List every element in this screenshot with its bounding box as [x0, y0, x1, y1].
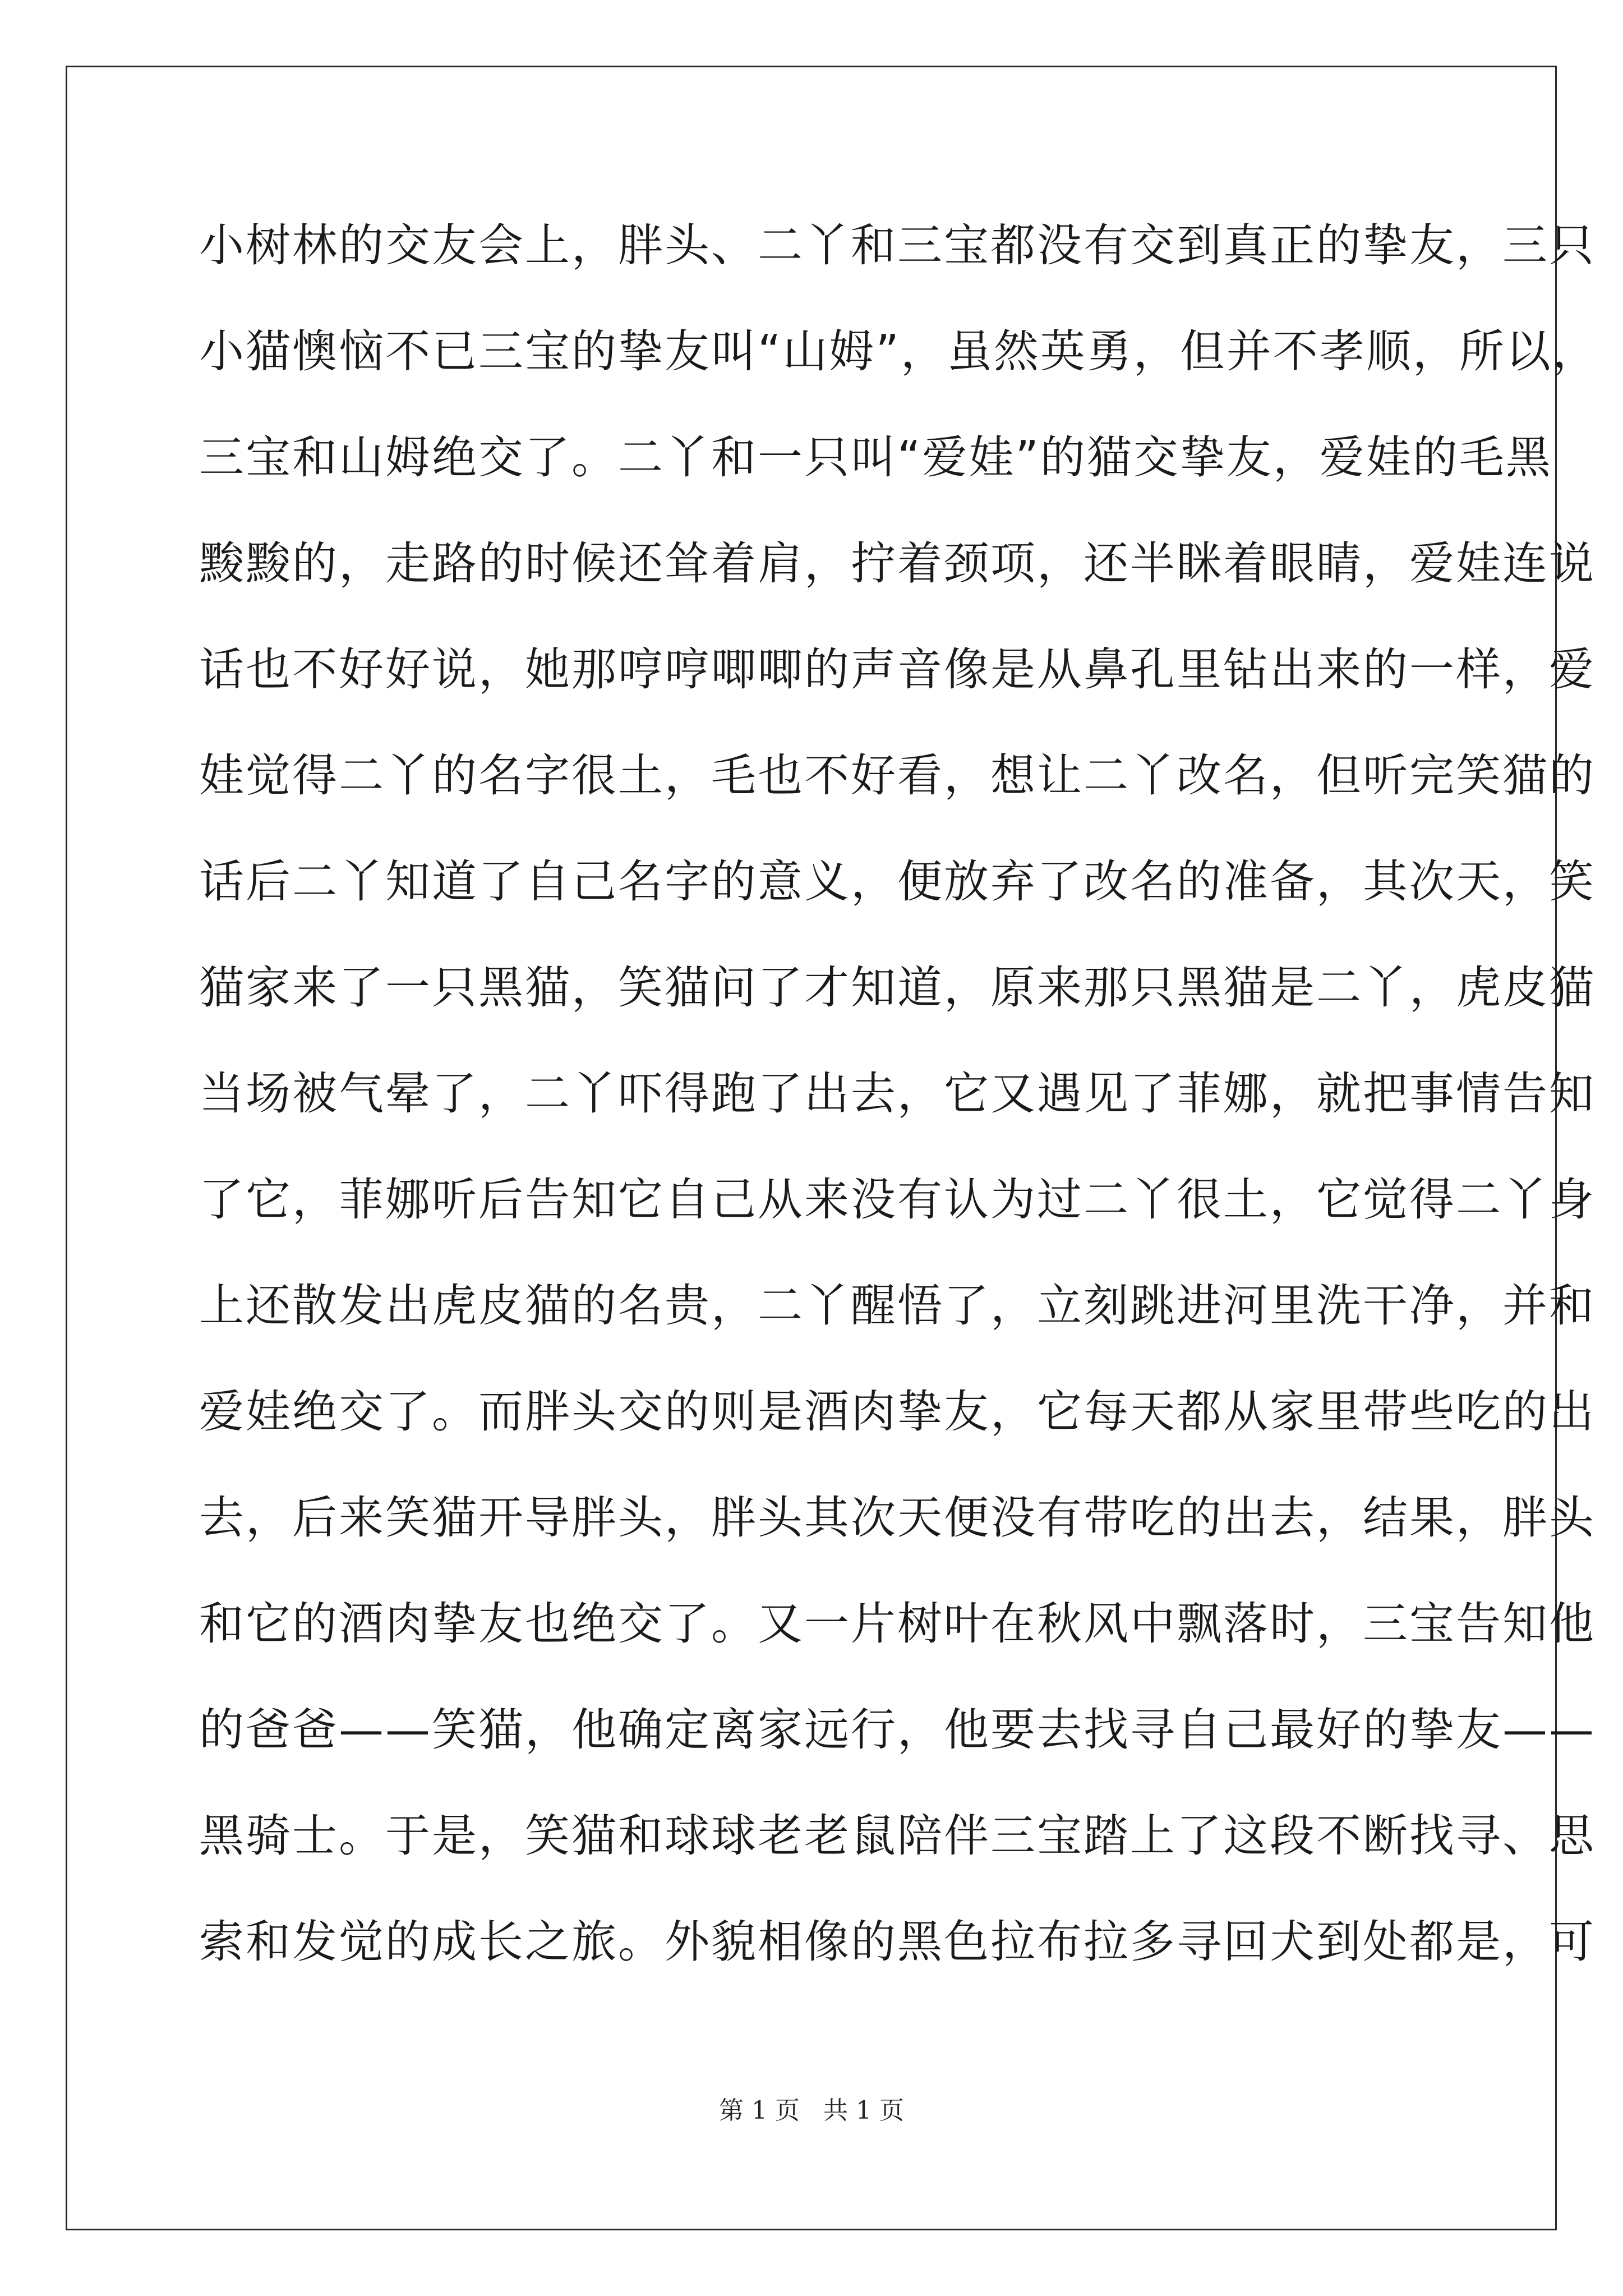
- text-line: 上还散发出虎皮猫的名贵，二丫醒悟了，立刻跳进河里洗干净，并和: [199, 1280, 1596, 1332]
- text-line: 爱娃绝交了。而胖头交的则是酒肉挚友，它每天都从家里带些吃的出: [199, 1386, 1596, 1438]
- text-line: 话也不好好说，她那哼哼唧唧的声音像是从鼻孔里钻出来的一样，爱: [199, 643, 1596, 696]
- text-line: 小树林的交友会上，胖头、二丫和三宝都没有交到真正的挚友，三只: [199, 219, 1596, 272]
- text-line: 娃觉得二丫的名字很土，毛也不好看，想让二丫改名，但听完笑猫的: [199, 749, 1596, 802]
- text-line: 小猫懊恼不已三宝的挚友叫“山姆”，虽然英勇，但并不孝顺，所以，: [199, 325, 1599, 378]
- text-line: 的爸爸——笑猫，他确定离家远行，他要去找寻自己最好的挚友——: [199, 1704, 1596, 1756]
- text-line: 话后二丫知道了自己名字的意义，便放弃了改名的准备，其次天，笑: [199, 855, 1596, 908]
- body-text: [199, 212, 1599, 2014]
- text-line: 了它，菲娜听后告知它自己从来没有认为过二丫很土，它觉得二丫身: [199, 1174, 1596, 1226]
- text-line: 三宝和山姆绝交了。二丫和一只叫“爱娃”的猫交挚友，爱娃的毛黑: [199, 431, 1552, 484]
- text-line: 当场被气晕了，二丫吓得跑了出去，它又遇见了菲娜，就把事情告知: [199, 1068, 1596, 1120]
- text-line: 索和发觉的成长之旅。外貌相像的黑色拉布拉多寻回犬到处都是，可: [199, 1916, 1596, 1968]
- page-number: 第 1 页 共 1 页: [719, 2096, 904, 2125]
- text-line: 和它的酒肉挚友也绝交了。又一片树叶在秋风中飘落时，三宝告知他: [199, 1598, 1596, 1650]
- text-line: 黢黢的，走路的时候还耸着肩，拧着颈项，还半眯着眼睛，爱娃连说: [199, 537, 1596, 590]
- text-line: 黑骑士。于是，笑猫和球球老老鼠陪伴三宝踏上了这段不断找寻、思: [199, 1810, 1596, 1862]
- text-line: 去，后来笑猫开导胖头，胖头其次天便没有带吃的出去，结果，胖头: [199, 1492, 1596, 1544]
- text-line: 猫家来了一只黑猫，笑猫问了才知道，原来那只黑猫是二丫，虎皮猫: [199, 961, 1596, 1014]
